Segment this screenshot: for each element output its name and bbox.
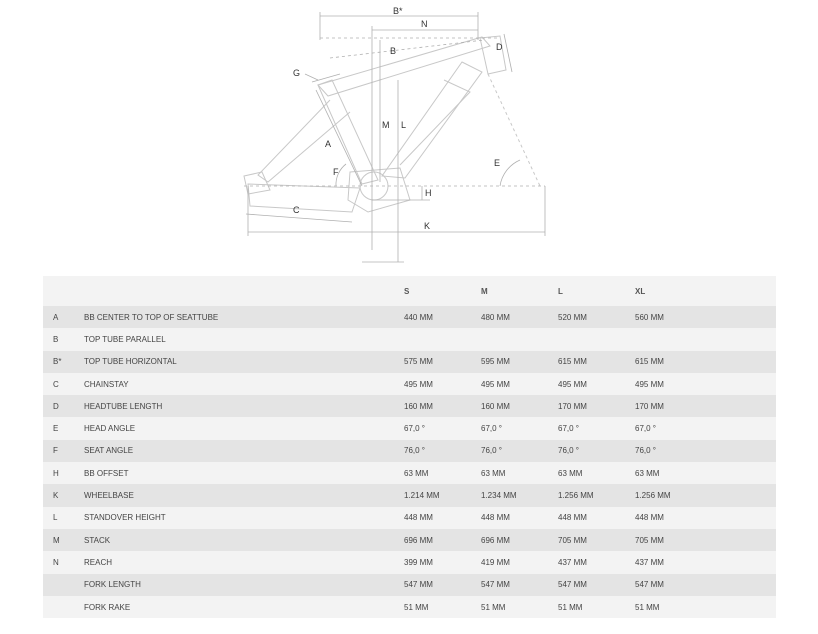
label-a: A — [325, 139, 332, 149]
row-value-xl: 170 MM — [635, 395, 776, 417]
row-value-l: 76,0 ° — [558, 440, 635, 462]
row-value-s: 575 MM — [404, 351, 481, 373]
table-row — [43, 306, 776, 328]
header-size-l: L — [558, 276, 635, 306]
row-key: B* — [43, 351, 84, 373]
row-name: HEADTUBE LENGTH — [84, 395, 404, 417]
row-value-l: 51 MM — [558, 596, 635, 618]
table-header-row — [43, 276, 776, 306]
label-m: M — [382, 120, 390, 130]
row-key: N — [43, 551, 84, 573]
row-name: BB CENTER TO TOP OF SEATTUBE — [84, 306, 404, 328]
row-value-m: 63 MM — [481, 462, 558, 484]
row-value-m — [481, 328, 558, 350]
row-value-s: 67,0 ° — [404, 417, 481, 439]
row-key: H — [43, 462, 84, 484]
row-value-l: 170 MM — [558, 395, 635, 417]
row-value-xl: 495 MM — [635, 373, 776, 395]
row-key: K — [43, 484, 84, 506]
row-name: REACH — [84, 551, 404, 573]
row-value-l: 495 MM — [558, 373, 635, 395]
frame-geometry-diagram — [0, 0, 818, 272]
row-value-xl — [635, 328, 776, 350]
row-value-s: 63 MM — [404, 462, 481, 484]
row-key: L — [43, 507, 84, 529]
row-name: BB OFFSET — [84, 462, 404, 484]
row-value-s: 495 MM — [404, 373, 481, 395]
row-value-m: 1.234 MM — [481, 484, 558, 506]
row-value-s: 1.214 MM — [404, 484, 481, 506]
row-key — [43, 596, 84, 618]
header-key — [43, 276, 84, 306]
row-value-l: 615 MM — [558, 351, 635, 373]
row-value-xl: 448 MM — [635, 507, 776, 529]
row-key: A — [43, 306, 84, 328]
header-size-s: S — [404, 276, 481, 306]
row-value-m: 547 MM — [481, 574, 558, 596]
header-name — [84, 276, 404, 306]
row-value-l: 1.256 MM — [558, 484, 635, 506]
row-name: CHAINSTAY — [84, 373, 404, 395]
row-value-xl: 437 MM — [635, 551, 776, 573]
row-value-m: 160 MM — [481, 395, 558, 417]
row-key: E — [43, 417, 84, 439]
label-c: C — [293, 205, 300, 215]
row-value-m: 480 MM — [481, 306, 558, 328]
label-g: G — [293, 68, 301, 78]
row-value-m: 595 MM — [481, 351, 558, 373]
row-value-m: 51 MM — [481, 596, 558, 618]
label-b: B — [390, 46, 397, 56]
table-row — [43, 417, 776, 439]
label-f: F — [333, 167, 339, 177]
row-value-m: 495 MM — [481, 373, 558, 395]
label-d: D — [496, 42, 503, 52]
header-size-m: M — [481, 276, 558, 306]
table-row — [43, 440, 776, 462]
row-key — [43, 574, 84, 596]
label-e: E — [494, 158, 501, 168]
row-value-s — [404, 328, 481, 350]
row-name: STANDOVER HEIGHT — [84, 507, 404, 529]
row-value-l: 705 MM — [558, 529, 635, 551]
row-name: FORK LENGTH — [84, 574, 404, 596]
row-value-s: 448 MM — [404, 507, 481, 529]
row-value-s: 76,0 ° — [404, 440, 481, 462]
label-b-star: B* — [393, 6, 403, 16]
table-row — [43, 462, 776, 484]
row-key: F — [43, 440, 84, 462]
row-value-xl: 705 MM — [635, 529, 776, 551]
table-row — [43, 395, 776, 417]
label-n: N — [421, 19, 428, 29]
row-value-l: 547 MM — [558, 574, 635, 596]
row-key: C — [43, 373, 84, 395]
row-value-xl: 51 MM — [635, 596, 776, 618]
frame-geometry-svg — [0, 0, 818, 272]
row-value-xl: 547 MM — [635, 574, 776, 596]
row-value-l: 520 MM — [558, 306, 635, 328]
row-value-l: 437 MM — [558, 551, 635, 573]
table-row — [43, 507, 776, 529]
geometry-table — [43, 276, 776, 618]
row-name: FORK RAKE — [84, 596, 404, 618]
row-key: D — [43, 395, 84, 417]
row-value-l: 63 MM — [558, 462, 635, 484]
row-value-m: 419 MM — [481, 551, 558, 573]
table-row — [43, 484, 776, 506]
table-row — [43, 351, 776, 373]
row-key: B — [43, 328, 84, 350]
row-name: SEAT ANGLE — [84, 440, 404, 462]
row-name: STACK — [84, 529, 404, 551]
row-value-s: 51 MM — [404, 596, 481, 618]
row-value-xl: 615 MM — [635, 351, 776, 373]
row-name: TOP TUBE PARALLEL — [84, 328, 404, 350]
table-row — [43, 529, 776, 551]
row-name: TOP TUBE HORIZONTAL — [84, 351, 404, 373]
row-name: HEAD ANGLE — [84, 417, 404, 439]
row-name: WHEELBASE — [84, 484, 404, 506]
row-value-xl: 67,0 ° — [635, 417, 776, 439]
row-value-s: 547 MM — [404, 574, 481, 596]
row-value-xl: 560 MM — [635, 306, 776, 328]
row-key: M — [43, 529, 84, 551]
row-value-xl: 1.256 MM — [635, 484, 776, 506]
table-row — [43, 551, 776, 573]
label-k: K — [424, 221, 431, 231]
table-row — [43, 574, 776, 596]
row-value-l: 448 MM — [558, 507, 635, 529]
row-value-m: 76,0 ° — [481, 440, 558, 462]
table-row — [43, 596, 776, 618]
header-size-xl: XL — [635, 276, 776, 306]
row-value-s: 440 MM — [404, 306, 481, 328]
row-value-s: 160 MM — [404, 395, 481, 417]
row-value-l — [558, 328, 635, 350]
row-value-xl: 63 MM — [635, 462, 776, 484]
row-value-s: 696 MM — [404, 529, 481, 551]
table-row — [43, 328, 776, 350]
row-value-m: 448 MM — [481, 507, 558, 529]
row-value-l: 67,0 ° — [558, 417, 635, 439]
row-value-s: 399 MM — [404, 551, 481, 573]
row-value-m: 696 MM — [481, 529, 558, 551]
row-value-m: 67,0 ° — [481, 417, 558, 439]
label-l: L — [401, 120, 407, 130]
label-h: H — [425, 188, 432, 198]
row-value-xl: 76,0 ° — [635, 440, 776, 462]
table-row — [43, 373, 776, 395]
